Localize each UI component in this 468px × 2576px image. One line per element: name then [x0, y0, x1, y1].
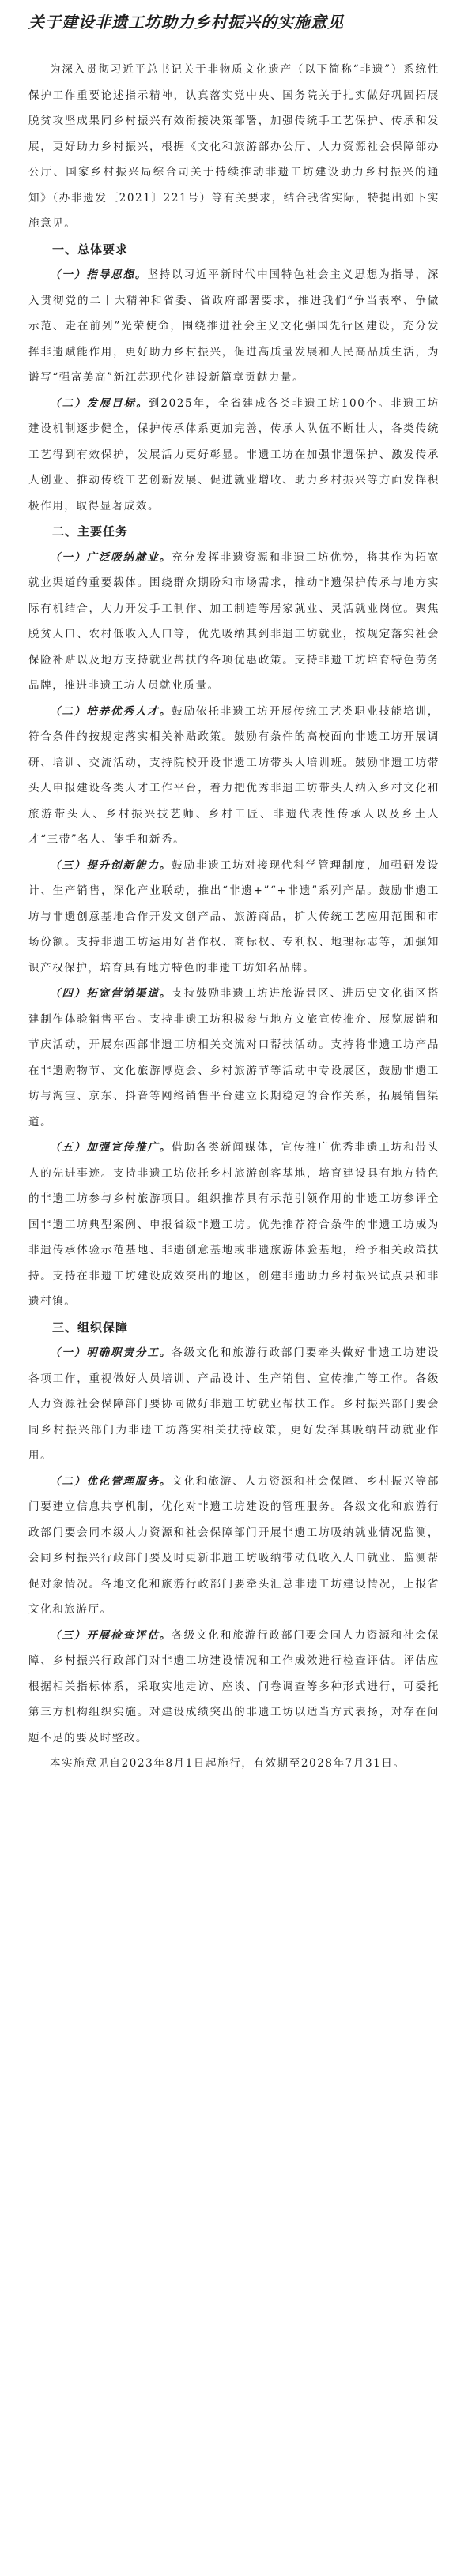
closing-paragraph: 本实施意见自2023年8月1日起施行，有效期至2028年7月31日。 — [50, 1757, 406, 1770]
paragraph-lead: （一）广泛吸纳就业。 — [50, 550, 172, 564]
paragraph-publicity — [28, 1135, 440, 1315]
paragraph-body: 鼓励非遗工坊对接现代科学管理制度，加强研发设计、生产销售，深化产业联动，推出“非遗+”“+非遗”系列产品。鼓励非遗工坊与非遗创意基地合作开发文创产品、旅游商品，扩大传统工艺应用范围和市场份额。支持非遗工坊运用好著作权、商标权、专利权、地理标志等，加强知识产权保护，培育具有地方特色的非遗工坊知名品牌。 — [28, 858, 440, 974]
paragraph-talent — [28, 699, 440, 853]
document-title: 关于建设非遗工坊助力乡村振兴的实施意见 — [28, 13, 344, 32]
paragraph-lead: （一）明确职责分工。 — [50, 1346, 172, 1359]
paragraph-development-goals — [28, 391, 440, 520]
paragraph-lead: （二）发展目标。 — [50, 396, 149, 410]
paragraph-evaluation — [28, 1623, 440, 1752]
paragraph-body: 充分发挥非遗资源和非遗工坊优势，将其作为拓宽就业渠道的重要载体。围绕群众期盼和市场需求，推动非遗保护传承与地方实际有机结合，大力开发手工制作、加工制造等居家就业、灵活就业岗位。聚焦脱贫人口、农村低收入人口等，优先吸纳其到非遗工坊就业，按规定落实社会保险补贴以及地方支持就业帮扶的各项优惠政策。支持非遗工坊培育特色劳务品牌，推进非遗工坊人员就业质量。 — [28, 550, 440, 692]
paragraph-employment — [28, 545, 440, 699]
paragraph-body: 鼓励依托非遗工坊开展传统工艺类职业技能培训，符合条件的按规定落实相关补贴政策。鼓励有条件的高校面向非遗工坊开展调研、培训、交流活动，支持院校开设非遗工坊带头人培训班。鼓励非遗工坊带头人申报建设各类人才工作平台，着力把优秀非遗工坊带头人纳入乡村文化和旅游带头人、乡村振兴技艺师、乡村工匠、非遗代表性传承人以及乡土人才“三带”名人、能手和新秀。 — [28, 704, 440, 846]
paragraph-lead: （四）拓宽营销渠道。 — [50, 987, 172, 1000]
paragraph-responsibilities — [28, 1340, 440, 1469]
paragraph-body: 坚持以习近平新时代中国特色社会主义思想为指导，深入贯彻党的二十大精神和省委、省政府部署要求，推进我们“争当表率、争做示范、走在前列”光荣使命，围绕推进社会主义文化强国先行区建设，充分发挥非遗赋能作用，更好助力乡村振兴，促进高质量发展和人民高品质生活，为谱写“强富美高”新江苏现代化建设新篇章贡献力量。 — [28, 268, 440, 384]
paragraph-body: 支持鼓励非遗工坊进旅游景区、进历史文化街区搭建制作体验销售平台。支持非遗工坊积极参与地方文旅宣传推介、展览展销和节庆活动，开展东西部非遗工坊相关交流对口帮扶活动。支持将非遗工坊产品在非遗购物节、文化旅游博览会、乡村旅游节等活动中专设展区，鼓励非遗工坊与淘宝、京东、抖音等网络销售平台建立长期稳定的合作关系，拓展销售渠道。 — [28, 987, 440, 1128]
paragraph-body: 各级文化和旅游行政部门要会同人力资源和社会保障、乡村振兴行政部门对非遗工坊建设情况和工作成效进行检查评估。评估应根据相关指标体系，采取实地走访、座谈、问卷调查等多种形式进行，可委托第三方机构组织实施。对建设成绩突出的非遗工坊以适当方式表扬，对存在问题不足的要及时整改。 — [28, 1628, 440, 1744]
paragraph-lead: （五）加强宣传推广。 — [50, 1141, 172, 1154]
paragraph-lead: （三）提升创新能力。 — [50, 858, 172, 872]
section-heading-organization: 三、组织保障 — [52, 1320, 129, 1335]
paragraph-lead: （一）指导思想。 — [50, 268, 148, 281]
paragraph-management — [28, 1469, 440, 1623]
paragraph-innovation — [28, 853, 440, 982]
paragraph-lead: （二）培养优秀人才。 — [50, 704, 172, 718]
paragraph-body: 借助各类新闻媒体，宣传推广优秀非遗工坊和带头人的先进事迹。支持非遗工坊依托乡村旅游创客基地，培育建设具有地方特色的非遗工坊参与乡村旅游项目。组织推荐具有示范引领作用的非遗工坊参评全国非遗工坊典型案例、申报省级非遗工坊。优先推荐符合条件的非遗工坊成为非遗传承体验示范基地、非遗创意基地或非遗旅游体验基地，给予相关政策扶持。支持在非遗工坊建设成效突出的地区，创建非遗助力乡村振兴试点县和非遗村镇。 — [28, 1141, 440, 1308]
section-heading-general: 一、总体要求 — [52, 242, 129, 257]
paragraph-body: 到2025年，全省建成各类非遗工坊100个。非遗工坊建设机制逐步健全，保护传承体系更加完善，传承人队伍不断壮大，各类传统工艺得到有效保护，发展活力更好彰显。非遗工坊在加强非遗保护、激发传承人创业、推动传统工艺创新发展、促进就业增收、助力乡村振兴等方面发挥积极作用，取得显著成效。 — [28, 396, 440, 513]
intro-paragraph: 为深入贯彻习近平总书记关于非物质文化遗产（以下简称“非遗”）系统性保护工作重要论述指示精神，认真落实党中央、国务院关于扎实做好巩固拓展脱贫攻坚成果同乡村振兴有效衔接决策部署，加强传统手工艺保护、传承和发展，更好助力乡村振兴，根据《文化和旅游部办公厅、人力资源社会保障部办公厅、国家乡村振兴局综合司关于持续推动非遗工坊建设助力乡村振兴的通知》（办非遗发〔2021〕221号）等有关要求，结合我省实际，特提出如下实施意见。 — [28, 63, 440, 230]
paragraph-body: 各级文化和旅游行政部门要牵头做好非遗工坊建设各项工作，重视做好人员培训、产品设计、生产销售、宣传推广等工作。各级人力资源社会保障部门要协同做好非遗工坊就业帮扶工作。乡村振兴部门要会同乡村振兴部门为非遗工坊落实相关扶持政策，更好发挥其吸纳带动就业作用。 — [28, 1346, 440, 1462]
paragraph-lead: （二）优化管理服务。 — [50, 1474, 172, 1488]
paragraph-guiding-ideology — [28, 262, 440, 391]
section-heading-main-tasks: 二、主要任务 — [52, 524, 129, 539]
paragraph-lead: （三）开展检查评估。 — [50, 1628, 172, 1642]
paragraph-body: 文化和旅游、人力资源和社会保障、乡村振兴等部门要建立信息共享机制，优化对非遗工坊建设的管理服务。各级文化和旅游行政部门要会同本级人力资源和社会保障部门开展非遗工坊吸纳就业情况监测，会同乡村振兴行政部门要及时更新非遗工坊吸纳带动低收入人口就业、监测帮促对象情况。各地文化和旅游行政部门要牵头汇总非遗工坊建设情况，上报省文化和旅游厅。 — [28, 1474, 440, 1616]
paragraph-marketing — [28, 981, 440, 1135]
